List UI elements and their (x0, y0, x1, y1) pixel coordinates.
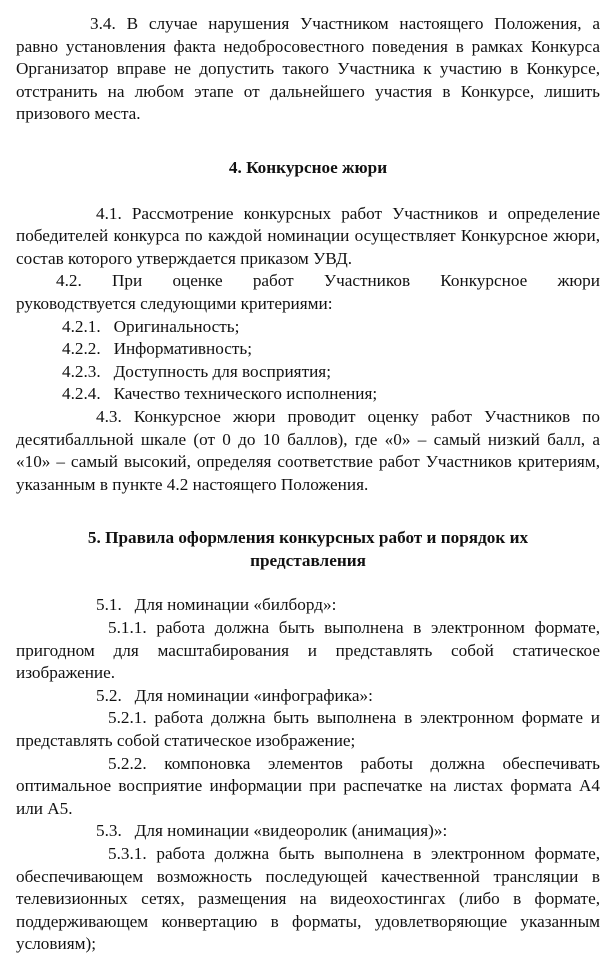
word: Участников (323, 271, 411, 291)
paragraph-number: 4.3. (96, 406, 122, 426)
paragraph-5-3 (16, 820, 600, 843)
word: Конкурсное (440, 271, 528, 291)
paragraph-5-2-1 (16, 707, 600, 752)
paragraph-text: Для номинации «инфографика»: (134, 685, 373, 705)
word: При (112, 271, 143, 291)
paragraph-5-1 (16, 594, 600, 617)
paragraph-text: Конкурсное жюри проводит оценку работ Участников по десятибалльной шкале (от 0 до 10 баллов), где «0» – самый низкий балл, а «10» – самый высокий, определяя соответствие работ Участников критериям, указанным в пункте 4.2 настоящего Положения. (16, 406, 601, 494)
criteria-number: 4.2.1. (62, 316, 101, 336)
paragraph-text: компоновка элементов работы должна обеспечивать оптимальное восприятие информации при распечатке на листах формата А4 или А5. (16, 753, 601, 818)
paragraph-3-4 (16, 13, 600, 126)
criteria-item (62, 338, 600, 361)
paragraph-4-2-first-line (16, 270, 600, 293)
paragraph-number: 4.2. (56, 271, 82, 291)
paragraph-number: 5.3. (96, 821, 122, 841)
criteria-text: Оригинальность; (113, 316, 240, 336)
paragraph-text: Для номинации «видеоролик (анимация)»: (134, 821, 448, 841)
criteria-text: Доступность для восприятия; (113, 361, 331, 381)
paragraph-4-3 (16, 406, 600, 496)
section-5-heading-line-1: 5. Правила оформления конкурсных работ и порядок их (87, 528, 529, 548)
criteria-item (62, 316, 600, 339)
criteria-number: 4.2.3. (62, 361, 101, 381)
paragraph-text: Для номинации «билборд»: (134, 595, 337, 615)
word: работ (252, 271, 294, 291)
paragraph-4-2 (16, 270, 600, 315)
word: оценке (172, 271, 223, 291)
paragraph-number: 5.2.2. (108, 753, 147, 773)
paragraph-text: Рассмотрение конкурсных работ Участников и определение победителей конкурса по каждой номинации осуществляет Конкурсное жюри, состав которого утверждается приказом УВД. (16, 203, 600, 268)
paragraph-number: 5.1. (96, 595, 122, 615)
paragraph-4-1 (16, 203, 600, 271)
criteria-item (62, 383, 600, 406)
section-5-heading-line-2: представления (250, 550, 366, 570)
paragraph-5-2 (16, 685, 600, 708)
paragraph-4-2-continuation: руководствуется следующими критериями: (16, 293, 333, 313)
criteria-text: Информативность; (113, 339, 252, 359)
criteria-text: Качество технического исполнения; (113, 384, 378, 404)
paragraph-5-3-1 (16, 843, 600, 956)
criteria-number: 4.2.4. (62, 384, 101, 404)
paragraph-number: 5.1.1. (108, 618, 147, 638)
paragraph-5-2-2 (16, 753, 600, 821)
paragraph-number: 5.3.1. (108, 844, 147, 863)
section-4-heading: 4. Конкурсное жюри (228, 157, 388, 177)
paragraph-text: В случае нарушения Участником настоящего Положения, а равно установления факта недобросовестного поведения в рамках Конкурса Организатор вправе не допустить такого Участника к участию в Конкурсе, отстранить на любом этапе от дальнейшего участия в Конкурсе, лишить призового места. (16, 14, 601, 124)
word: жюри (557, 271, 600, 291)
paragraph-number: 3.4. (90, 14, 116, 33)
criteria-list (16, 316, 600, 406)
paragraph-text: работа должна быть выполнена в электронном формате и представлять собой статическое изображение; (16, 708, 600, 751)
paragraph-number: 5.2. (96, 685, 122, 705)
paragraph-5-1-1 (16, 617, 600, 685)
paragraph-text: работа должна быть выполнена в электронном формате, обеспечивающем возможность последующей качественной трансляции в телевизионных сетях, размещения на видеохостингах (либо в формате, поддерживающем конвертацию в форматы, удовлетворяющие указанным условиям); (16, 844, 601, 954)
criteria-item (62, 361, 600, 384)
paragraph-number: 4.1. (96, 203, 122, 223)
criteria-number: 4.2.2. (62, 339, 101, 359)
paragraph-text: работа должна быть выполнена в электронном формате, пригодном для масштабирования и представлять собой статическое изображение. (16, 618, 601, 683)
paragraph-number: 5.2.1. (108, 708, 147, 728)
